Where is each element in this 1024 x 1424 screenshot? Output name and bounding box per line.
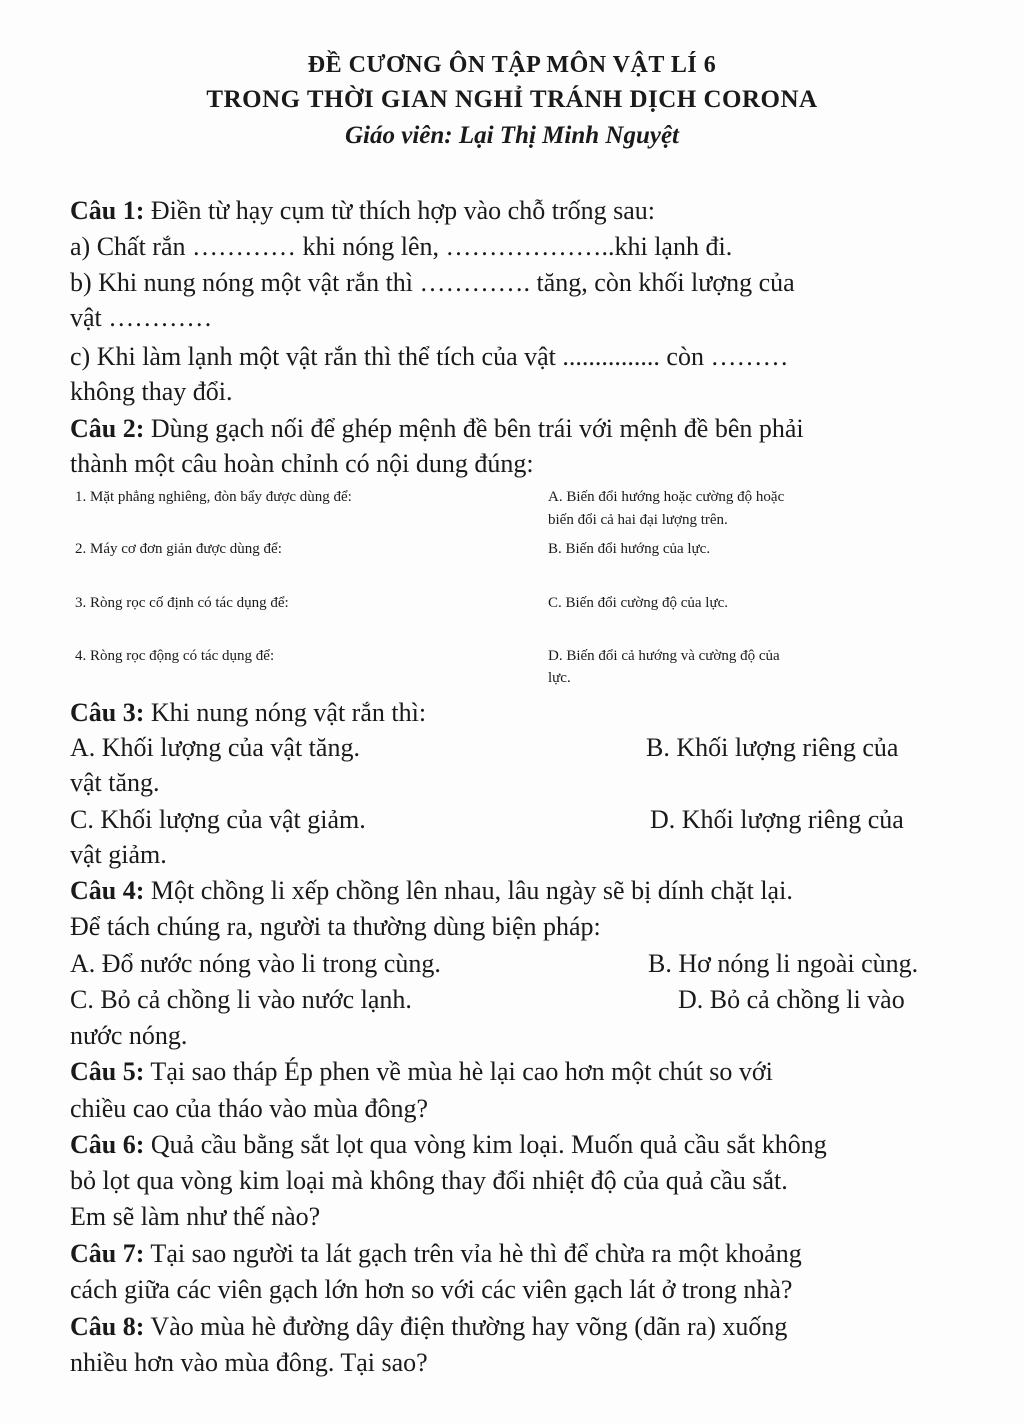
q4-text-1: Một chồng li xếp chồng lên nhau, lâu ngày sẽ bị dính chặt lại. (144, 876, 793, 905)
q8-text-1: Vào mùa hè đường dây điện thường hay võng (dãn ra) xuống (144, 1312, 788, 1341)
q4-option-c: C. Bỏ cả chồng li vào nước lạnh. (70, 985, 412, 1014)
q2-right-b: B. Biến đổi hướng của lực. (548, 541, 711, 557)
q6-text-1: Quả cầu bằng sắt lọt qua vòng kim loại. Muốn quả cầu sắt không (144, 1130, 827, 1159)
q2-right-d-line2: lực. (548, 670, 571, 686)
q7-label: Câu 7: (70, 1239, 145, 1268)
q3-option-a: A. Khối lượng của vật tăng. (70, 733, 360, 762)
q4-label: Câu 4: (70, 876, 145, 905)
q1-part-b-line2: vật ………… (70, 303, 213, 332)
q3-option-d-line1: D. Khối lượng riêng của (650, 805, 904, 834)
q2-right-a-line1: A. Biến đổi hướng hoặc cường độ hoặc (548, 489, 785, 505)
q5-label: Câu 5: (70, 1057, 145, 1086)
q7-text-2: cách giữa các viên gạch lớn hơn so với các viên gạch lát ở trong nhà? (70, 1275, 793, 1304)
q4-option-a: A. Đổ nước nóng vào li trong cùng. (70, 949, 441, 978)
q1-part-c-line2: không thay đổi. (70, 377, 233, 406)
q4-option-d-line2: nước nóng. (70, 1021, 188, 1050)
q8-heading (70, 1310, 787, 1344)
q2-left-4: 4. Ròng rọc động có tác dụng để: (75, 648, 275, 664)
q1-label: Câu 1: (70, 196, 145, 225)
q4-option-d-line1: D. Bỏ cả chồng li vào (678, 985, 905, 1014)
q2-label: Câu 2: (70, 414, 145, 443)
q1-text: Điền từ hạy cụm từ thích hợp vào chỗ trống sau: (144, 196, 655, 225)
q6-heading (70, 1128, 827, 1162)
q2-right-d-line1: D. Biến đổi cả hướng và cường độ của (548, 648, 780, 664)
q2-text-2: thành một câu hoàn chỉnh có nội dung đúng: (70, 449, 534, 478)
q7-heading (70, 1237, 802, 1271)
q1-part-b-line1: b) Khi nung nóng một vật rắn thì …………. tăng, còn khối lượng của (70, 268, 795, 297)
document-header (0, 48, 1024, 154)
q3-option-b-line2: vật tăng. (70, 768, 160, 797)
q2-right-a-line2: biến đổi cả hai đại lượng trên. (548, 512, 728, 528)
q3-label: Câu 3: (70, 698, 145, 727)
q4-option-b: B. Hơ nóng li ngoài cùng. (648, 949, 919, 978)
q2-left-3: 3. Ròng rọc cố định có tác dụng để: (75, 595, 289, 611)
q2-heading (70, 412, 804, 446)
q3-text: Khi nung nóng vật rắn thì: (144, 698, 427, 727)
q1-part-a: a) Chất rắn ………… khi nóng lên, ………………..khi lạnh đi. (70, 232, 733, 261)
q2-right-c: C. Biến đổi cường độ của lực. (548, 595, 728, 611)
q3-option-b-line1: B. Khối lượng riêng của (646, 733, 899, 762)
title-line-2: TRONG THỜI GIAN NGHỈ TRÁNH DỊCH CORONA (206, 86, 818, 113)
q2-text-1: Dùng gạch nối để ghép mệnh đề bên trái với mệnh đề bên phải (144, 414, 804, 443)
q5-text-2: chiều cao của tháo vào mùa đông? (70, 1094, 429, 1123)
q3-option-d-line2: vật giảm. (70, 840, 167, 869)
q6-label: Câu 6: (70, 1130, 145, 1159)
q6-text-3: Em sẽ làm như thế nào? (70, 1202, 321, 1231)
q1-heading (70, 194, 655, 228)
q4-text-2: Để tách chúng ra, người ta thường dùng biện pháp: (70, 912, 601, 941)
q4-heading (70, 874, 793, 908)
q3-option-c: C. Khối lượng của vật giảm. (70, 805, 366, 834)
title-line-1: ĐỀ CƯƠNG ÔN TẬP MÔN VẬT LÍ 6 (307, 52, 717, 78)
q5-heading (70, 1055, 773, 1089)
q7-text-1: Tại sao người ta lát gạch trên vỉa hè thì để chừa ra một khoảng (144, 1239, 802, 1268)
q2-left-2: 2. Máy cơ đơn giản được dùng để: (75, 541, 282, 557)
q8-text-2: nhiều hơn vào mùa đông. Tại sao? (70, 1348, 428, 1377)
teacher-name: Giáo viên: Lại Thị Minh Nguyệt (344, 122, 680, 149)
q3-heading (70, 696, 426, 730)
q2-left-1: 1. Mặt phẳng nghiêng, đòn bẩy được dùng để: (75, 489, 352, 505)
q5-text-1: Tại sao tháp Ép phen về mùa hè lại cao hơn một chút so với (144, 1057, 773, 1086)
q8-label: Câu 8: (70, 1312, 145, 1341)
q1-part-c-line1: c) Khi làm lạnh một vật rắn thì thể tích của vật ............... còn ……… (70, 342, 789, 371)
q6-text-2: bỏ lọt qua vòng kim loại mà không thay đổi nhiệt độ của quả cầu sắt. (70, 1166, 788, 1195)
